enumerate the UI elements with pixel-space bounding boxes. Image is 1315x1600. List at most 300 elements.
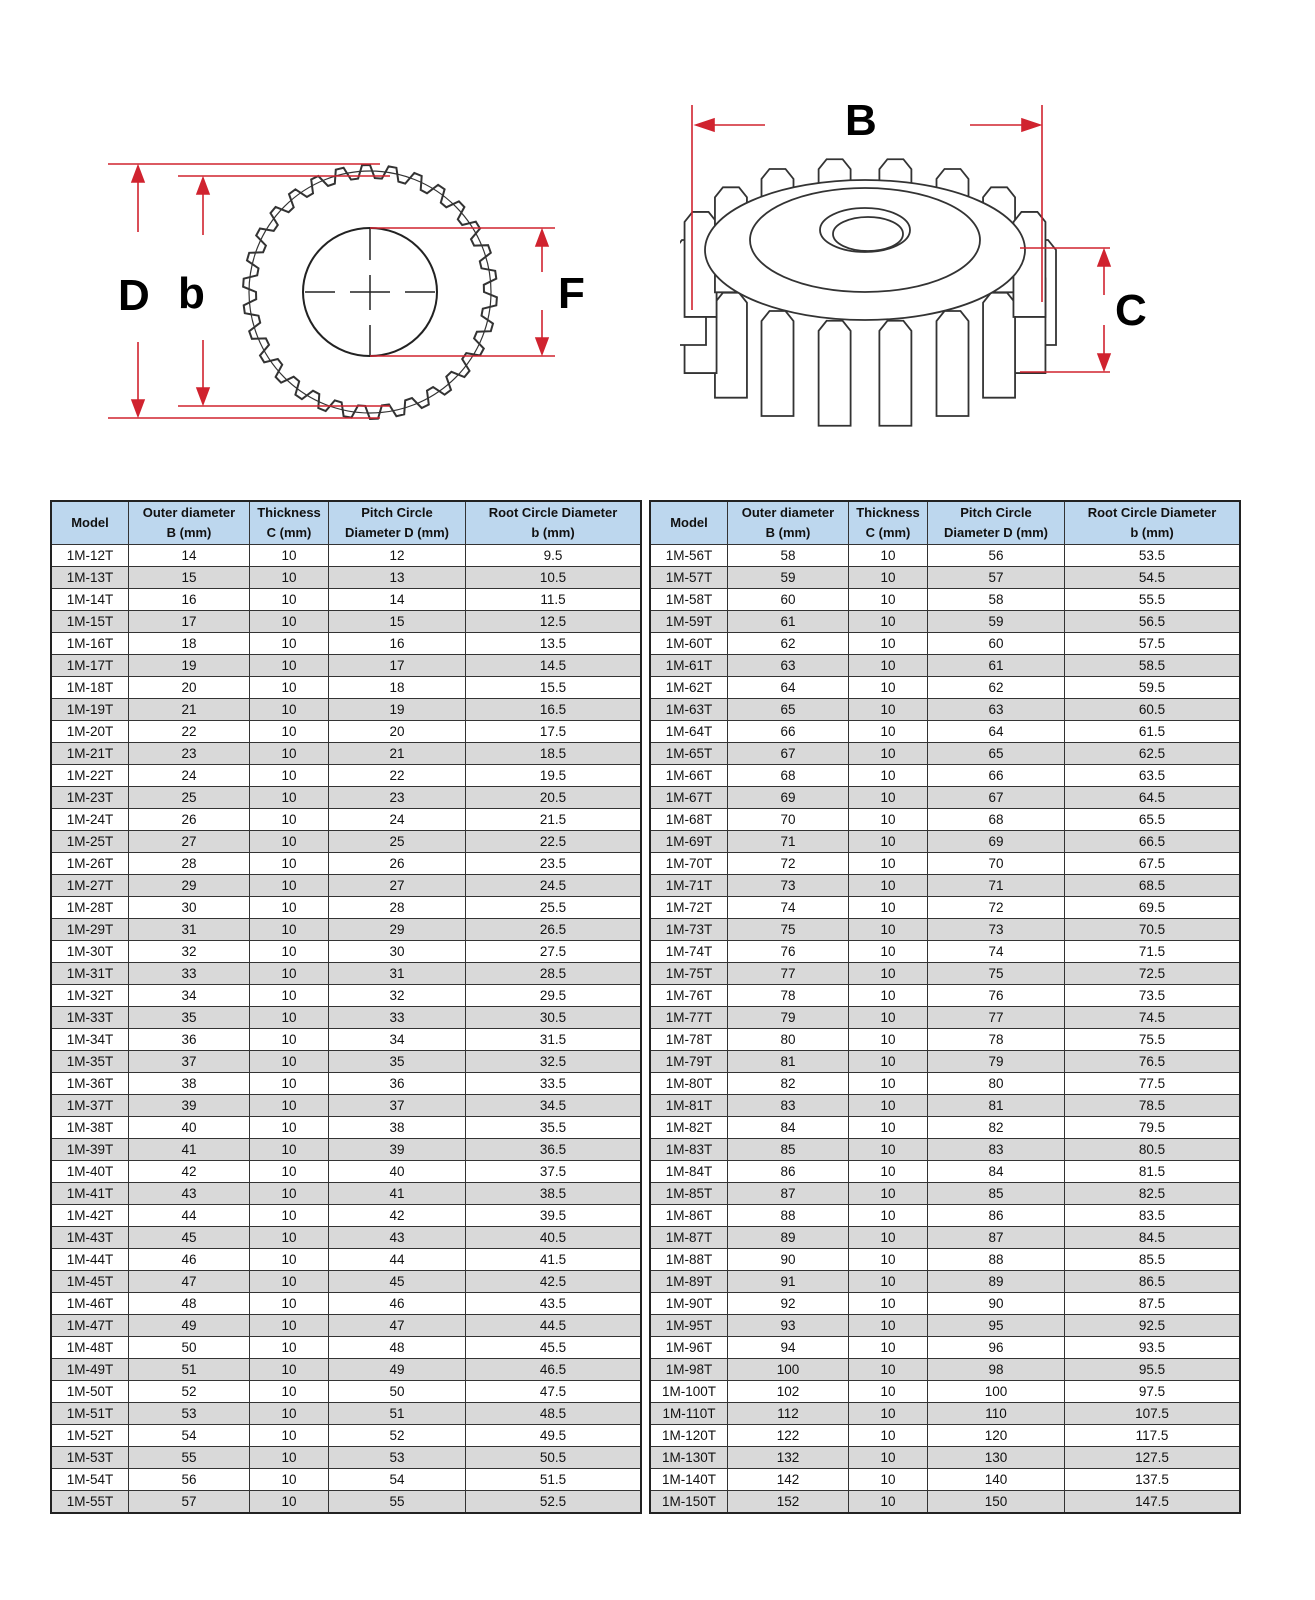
table-row	[51, 1051, 641, 1073]
cell-root-diameter: 137.5	[1065, 1469, 1241, 1491]
table-row	[51, 1161, 641, 1183]
cell-root-diameter: 10.5	[466, 567, 642, 589]
cell-model: 1M-50T	[51, 1381, 129, 1403]
cell-model: 1M-150T	[650, 1491, 728, 1514]
cell-thickness: 10	[250, 1205, 329, 1227]
cell-model: 1M-52T	[51, 1425, 129, 1447]
cell-model: 1M-80T	[650, 1073, 728, 1095]
table-row	[650, 1051, 1240, 1073]
cell-thickness: 10	[250, 1403, 329, 1425]
cell-thickness: 10	[250, 567, 329, 589]
cell-thickness: 10	[849, 677, 928, 699]
table-row	[650, 875, 1240, 897]
cell-pitch-diameter: 46	[329, 1293, 466, 1315]
cell-root-diameter: 19.5	[466, 765, 642, 787]
cell-model: 1M-95T	[650, 1315, 728, 1337]
cell-model: 1M-19T	[51, 699, 129, 721]
cell-thickness: 10	[849, 809, 928, 831]
cell-root-diameter: 27.5	[466, 941, 642, 963]
table-row	[51, 589, 641, 611]
cell-outer-diameter: 21	[129, 699, 250, 721]
cell-pitch-diameter: 39	[329, 1139, 466, 1161]
cell-outer-diameter: 36	[129, 1029, 250, 1051]
table-row	[650, 611, 1240, 633]
table-row	[51, 787, 641, 809]
cell-outer-diameter: 102	[728, 1381, 849, 1403]
table-row	[650, 1117, 1240, 1139]
cell-model: 1M-15T	[51, 611, 129, 633]
cell-thickness: 10	[849, 1051, 928, 1073]
cell-model: 1M-65T	[650, 743, 728, 765]
table-row	[51, 1425, 641, 1447]
cell-outer-diameter: 57	[129, 1491, 250, 1514]
cell-model: 1M-73T	[650, 919, 728, 941]
cell-thickness: 10	[849, 1073, 928, 1095]
cell-outer-diameter: 82	[728, 1073, 849, 1095]
cell-outer-diameter: 42	[129, 1161, 250, 1183]
table-row	[650, 1359, 1240, 1381]
cell-root-diameter: 76.5	[1065, 1051, 1241, 1073]
cell-outer-diameter: 53	[129, 1403, 250, 1425]
cell-root-diameter: 12.5	[466, 611, 642, 633]
cell-pitch-diameter: 79	[928, 1051, 1065, 1073]
table-row	[51, 897, 641, 919]
cell-pitch-diameter: 72	[928, 897, 1065, 919]
cell-outer-diameter: 48	[129, 1293, 250, 1315]
cell-root-diameter: 61.5	[1065, 721, 1241, 743]
cell-root-diameter: 97.5	[1065, 1381, 1241, 1403]
cell-pitch-diameter: 77	[928, 1007, 1065, 1029]
gear-iso-view-diagram	[680, 70, 1280, 450]
cell-pitch-diameter: 67	[928, 787, 1065, 809]
cell-pitch-diameter: 50	[329, 1381, 466, 1403]
cell-thickness: 10	[849, 1227, 928, 1249]
table-row	[650, 1029, 1240, 1051]
cell-thickness: 10	[849, 941, 928, 963]
cell-thickness: 10	[849, 1491, 928, 1514]
table-row	[650, 831, 1240, 853]
cell-thickness: 10	[849, 897, 928, 919]
cell-thickness: 10	[849, 1425, 928, 1447]
cell-outer-diameter: 38	[129, 1073, 250, 1095]
cell-root-diameter: 44.5	[466, 1315, 642, 1337]
cell-pitch-diameter: 130	[928, 1447, 1065, 1469]
cell-pitch-diameter: 54	[329, 1469, 466, 1491]
cell-pitch-diameter: 98	[928, 1359, 1065, 1381]
cell-root-diameter: 35.5	[466, 1117, 642, 1139]
cell-model: 1M-14T	[51, 589, 129, 611]
cell-model: 1M-16T	[51, 633, 129, 655]
cell-pitch-diameter: 84	[928, 1161, 1065, 1183]
cell-outer-diameter: 26	[129, 809, 250, 831]
cell-pitch-diameter: 73	[928, 919, 1065, 941]
cell-root-diameter: 33.5	[466, 1073, 642, 1095]
cell-thickness: 10	[250, 809, 329, 831]
cell-pitch-diameter: 74	[928, 941, 1065, 963]
cell-model: 1M-18T	[51, 677, 129, 699]
cell-thickness: 10	[250, 919, 329, 941]
cell-outer-diameter: 70	[728, 809, 849, 831]
cell-pitch-diameter: 41	[329, 1183, 466, 1205]
cell-model: 1M-37T	[51, 1095, 129, 1117]
cell-thickness: 10	[849, 853, 928, 875]
cell-model: 1M-82T	[650, 1117, 728, 1139]
label-C: C	[1115, 286, 1147, 335]
cell-root-diameter: 13.5	[466, 633, 642, 655]
cell-thickness: 10	[849, 1381, 928, 1403]
cell-pitch-diameter: 35	[329, 1051, 466, 1073]
cell-pitch-diameter: 65	[928, 743, 1065, 765]
cell-pitch-diameter: 90	[928, 1293, 1065, 1315]
cell-pitch-diameter: 33	[329, 1007, 466, 1029]
cell-thickness: 10	[250, 941, 329, 963]
table-body-left	[51, 545, 641, 1514]
cell-thickness: 10	[250, 1447, 329, 1469]
cell-outer-diameter: 46	[129, 1249, 250, 1271]
cell-outer-diameter: 17	[129, 611, 250, 633]
table-row	[51, 1469, 641, 1491]
table-row	[51, 1183, 641, 1205]
cell-root-diameter: 36.5	[466, 1139, 642, 1161]
cell-thickness: 10	[250, 1183, 329, 1205]
cell-root-diameter: 70.5	[1065, 919, 1241, 941]
cell-model: 1M-34T	[51, 1029, 129, 1051]
cell-thickness: 10	[849, 721, 928, 743]
cell-root-diameter: 47.5	[466, 1381, 642, 1403]
cell-root-diameter: 107.5	[1065, 1403, 1241, 1425]
cell-model: 1M-12T	[51, 545, 129, 567]
cell-model: 1M-140T	[650, 1469, 728, 1491]
table-row	[650, 1161, 1240, 1183]
table-row	[650, 743, 1240, 765]
cell-thickness: 10	[849, 1293, 928, 1315]
cell-outer-diameter: 93	[728, 1315, 849, 1337]
cell-root-diameter: 22.5	[466, 831, 642, 853]
cell-outer-diameter: 94	[728, 1337, 849, 1359]
header-thickness: Thickness C (mm)	[250, 501, 329, 545]
cell-root-diameter: 18.5	[466, 743, 642, 765]
table-row	[650, 985, 1240, 1007]
cell-thickness: 10	[849, 655, 928, 677]
table-row	[51, 567, 641, 589]
cell-root-diameter: 34.5	[466, 1095, 642, 1117]
cell-thickness: 10	[250, 1491, 329, 1514]
table-row	[650, 1183, 1240, 1205]
cell-root-diameter: 53.5	[1065, 545, 1241, 567]
table-header-row	[650, 501, 1240, 545]
cell-outer-diameter: 61	[728, 611, 849, 633]
cell-thickness: 10	[849, 1315, 928, 1337]
cell-root-diameter: 32.5	[466, 1051, 642, 1073]
table-row	[650, 721, 1240, 743]
cell-root-diameter: 75.5	[1065, 1029, 1241, 1051]
cell-pitch-diameter: 88	[928, 1249, 1065, 1271]
cell-thickness: 10	[250, 963, 329, 985]
cell-model: 1M-68T	[650, 809, 728, 831]
cell-pitch-diameter: 24	[329, 809, 466, 831]
table-row	[650, 1447, 1240, 1469]
cell-thickness: 10	[250, 1227, 329, 1249]
cell-pitch-diameter: 89	[928, 1271, 1065, 1293]
cell-model: 1M-47T	[51, 1315, 129, 1337]
cell-thickness: 10	[849, 699, 928, 721]
cell-root-diameter: 86.5	[1065, 1271, 1241, 1293]
cell-thickness: 10	[849, 743, 928, 765]
cell-model: 1M-30T	[51, 941, 129, 963]
cell-outer-diameter: 20	[129, 677, 250, 699]
cell-thickness: 10	[849, 875, 928, 897]
cell-root-diameter: 24.5	[466, 875, 642, 897]
cell-outer-diameter: 33	[129, 963, 250, 985]
cell-pitch-diameter: 21	[329, 743, 466, 765]
cell-thickness: 10	[849, 567, 928, 589]
cell-root-diameter: 85.5	[1065, 1249, 1241, 1271]
cell-pitch-diameter: 150	[928, 1491, 1065, 1514]
cell-thickness: 10	[250, 1337, 329, 1359]
cell-root-diameter: 64.5	[1065, 787, 1241, 809]
cell-model: 1M-58T	[650, 589, 728, 611]
table-row	[650, 941, 1240, 963]
cell-pitch-diameter: 14	[329, 589, 466, 611]
table-row	[650, 589, 1240, 611]
cell-outer-diameter: 44	[129, 1205, 250, 1227]
cell-model: 1M-26T	[51, 853, 129, 875]
cell-thickness: 10	[250, 611, 329, 633]
cell-model: 1M-21T	[51, 743, 129, 765]
cell-thickness: 10	[849, 611, 928, 633]
table-row	[51, 985, 641, 1007]
cell-outer-diameter: 142	[728, 1469, 849, 1491]
cell-model: 1M-55T	[51, 1491, 129, 1514]
cell-outer-diameter: 32	[129, 941, 250, 963]
cell-pitch-diameter: 37	[329, 1095, 466, 1117]
cell-model: 1M-22T	[51, 765, 129, 787]
table-row	[51, 1359, 641, 1381]
cell-outer-diameter: 74	[728, 897, 849, 919]
table-row	[51, 1117, 641, 1139]
cell-thickness: 10	[250, 1249, 329, 1271]
cell-root-diameter: 72.5	[1065, 963, 1241, 985]
cell-pitch-diameter: 66	[928, 765, 1065, 787]
table-row	[51, 545, 641, 567]
cell-model: 1M-40T	[51, 1161, 129, 1183]
cell-outer-diameter: 25	[129, 787, 250, 809]
cell-pitch-diameter: 82	[928, 1117, 1065, 1139]
cell-root-diameter: 51.5	[466, 1469, 642, 1491]
dimension-lines	[108, 164, 555, 418]
cell-outer-diameter: 51	[129, 1359, 250, 1381]
table-row	[51, 853, 641, 875]
cell-model: 1M-62T	[650, 677, 728, 699]
cell-thickness: 10	[849, 1403, 928, 1425]
cell-thickness: 10	[250, 545, 329, 567]
cell-root-diameter: 56.5	[1065, 611, 1241, 633]
cell-root-diameter: 71.5	[1065, 941, 1241, 963]
cell-outer-diameter: 80	[728, 1029, 849, 1051]
cell-thickness: 10	[250, 1469, 329, 1491]
cell-thickness: 10	[849, 963, 928, 985]
cell-outer-diameter: 30	[129, 897, 250, 919]
cell-root-diameter: 25.5	[466, 897, 642, 919]
cell-outer-diameter: 76	[728, 941, 849, 963]
cell-model: 1M-86T	[650, 1205, 728, 1227]
gear-front-view-diagram	[60, 120, 620, 460]
cell-pitch-diameter: 38	[329, 1117, 466, 1139]
cell-thickness: 10	[250, 721, 329, 743]
cell-model: 1M-36T	[51, 1073, 129, 1095]
cell-model: 1M-23T	[51, 787, 129, 809]
cell-pitch-diameter: 68	[928, 809, 1065, 831]
cell-root-diameter: 26.5	[466, 919, 642, 941]
cell-root-diameter: 43.5	[466, 1293, 642, 1315]
table-header-row	[51, 501, 641, 545]
table-row	[51, 919, 641, 941]
cell-thickness: 10	[250, 1051, 329, 1073]
table-row	[650, 1073, 1240, 1095]
cell-model: 1M-75T	[650, 963, 728, 985]
cell-root-diameter: 57.5	[1065, 633, 1241, 655]
cell-pitch-diameter: 87	[928, 1227, 1065, 1249]
cell-pitch-diameter: 43	[329, 1227, 466, 1249]
cell-model: 1M-59T	[650, 611, 728, 633]
table-row	[51, 831, 641, 853]
label-B: B	[845, 96, 877, 145]
cell-thickness: 10	[849, 1469, 928, 1491]
cell-root-diameter: 15.5	[466, 677, 642, 699]
cell-model: 1M-45T	[51, 1271, 129, 1293]
cell-model: 1M-28T	[51, 897, 129, 919]
spec-table-right	[649, 500, 1241, 1514]
table-row	[650, 699, 1240, 721]
table-row	[650, 787, 1240, 809]
table-row	[51, 1227, 641, 1249]
label-b: b	[178, 269, 205, 318]
cell-model: 1M-76T	[650, 985, 728, 1007]
cell-root-diameter: 39.5	[466, 1205, 642, 1227]
table-row	[51, 963, 641, 985]
table-row	[51, 1293, 641, 1315]
table-row	[51, 1447, 641, 1469]
cell-outer-diameter: 56	[129, 1469, 250, 1491]
table-row	[51, 633, 641, 655]
cell-thickness: 10	[849, 985, 928, 1007]
cell-thickness: 10	[849, 545, 928, 567]
cell-model: 1M-25T	[51, 831, 129, 853]
table-row	[650, 765, 1240, 787]
cell-pitch-diameter: 51	[329, 1403, 466, 1425]
cell-outer-diameter: 49	[129, 1315, 250, 1337]
cell-model: 1M-51T	[51, 1403, 129, 1425]
cell-thickness: 10	[849, 1183, 928, 1205]
cell-root-diameter: 63.5	[1065, 765, 1241, 787]
cell-outer-diameter: 27	[129, 831, 250, 853]
table-row	[650, 633, 1240, 655]
cell-model: 1M-44T	[51, 1249, 129, 1271]
cell-outer-diameter: 90	[728, 1249, 849, 1271]
cell-thickness: 10	[849, 1095, 928, 1117]
cell-thickness: 10	[250, 1007, 329, 1029]
cell-pitch-diameter: 25	[329, 831, 466, 853]
cell-pitch-diameter: 71	[928, 875, 1065, 897]
cell-model: 1M-42T	[51, 1205, 129, 1227]
cell-root-diameter: 23.5	[466, 853, 642, 875]
cell-outer-diameter: 87	[728, 1183, 849, 1205]
cell-outer-diameter: 35	[129, 1007, 250, 1029]
cell-pitch-diameter: 34	[329, 1029, 466, 1051]
table-row	[650, 919, 1240, 941]
cell-thickness: 10	[250, 1293, 329, 1315]
cell-root-diameter: 80.5	[1065, 1139, 1241, 1161]
cell-outer-diameter: 67	[728, 743, 849, 765]
cell-root-diameter: 37.5	[466, 1161, 642, 1183]
cell-outer-diameter: 81	[728, 1051, 849, 1073]
cell-model: 1M-88T	[650, 1249, 728, 1271]
cell-root-diameter: 127.5	[1065, 1447, 1241, 1469]
cell-thickness: 10	[849, 1359, 928, 1381]
cell-model: 1M-38T	[51, 1117, 129, 1139]
cell-model: 1M-57T	[650, 567, 728, 589]
cell-outer-diameter: 79	[728, 1007, 849, 1029]
cell-root-diameter: 92.5	[1065, 1315, 1241, 1337]
cell-thickness: 10	[250, 1073, 329, 1095]
cell-outer-diameter: 64	[728, 677, 849, 699]
cell-model: 1M-54T	[51, 1469, 129, 1491]
cell-pitch-diameter: 47	[329, 1315, 466, 1337]
cell-pitch-diameter: 17	[329, 655, 466, 677]
cell-model: 1M-78T	[650, 1029, 728, 1051]
cell-model: 1M-79T	[650, 1051, 728, 1073]
cell-outer-diameter: 55	[129, 1447, 250, 1469]
cell-pitch-diameter: 28	[329, 897, 466, 919]
cell-model: 1M-72T	[650, 897, 728, 919]
cell-outer-diameter: 63	[728, 655, 849, 677]
cell-outer-diameter: 132	[728, 1447, 849, 1469]
cell-root-diameter: 45.5	[466, 1337, 642, 1359]
cell-root-diameter: 14.5	[466, 655, 642, 677]
table-row	[51, 1095, 641, 1117]
cell-thickness: 10	[849, 1161, 928, 1183]
table-row	[51, 721, 641, 743]
cell-outer-diameter: 65	[728, 699, 849, 721]
table-row	[650, 1205, 1240, 1227]
cell-pitch-diameter: 52	[329, 1425, 466, 1447]
cell-root-diameter: 147.5	[1065, 1491, 1241, 1514]
cell-root-diameter: 69.5	[1065, 897, 1241, 919]
cell-thickness: 10	[250, 677, 329, 699]
cell-thickness: 10	[250, 1315, 329, 1337]
cell-outer-diameter: 40	[129, 1117, 250, 1139]
cell-model: 1M-29T	[51, 919, 129, 941]
cell-model: 1M-67T	[650, 787, 728, 809]
cell-outer-diameter: 66	[728, 721, 849, 743]
cell-model: 1M-20T	[51, 721, 129, 743]
cell-thickness: 10	[250, 633, 329, 655]
cell-root-diameter: 84.5	[1065, 1227, 1241, 1249]
cell-thickness: 10	[849, 1337, 928, 1359]
cell-outer-diameter: 58	[728, 545, 849, 567]
header-pitch-circle: Pitch Circle Diameter D (mm)	[928, 501, 1065, 545]
cell-pitch-diameter: 100	[928, 1381, 1065, 1403]
cell-thickness: 10	[849, 1139, 928, 1161]
cell-outer-diameter: 15	[129, 567, 250, 589]
cell-thickness: 10	[250, 1161, 329, 1183]
cell-pitch-diameter: 26	[329, 853, 466, 875]
cell-model: 1M-41T	[51, 1183, 129, 1205]
cell-thickness: 10	[250, 787, 329, 809]
table-row	[51, 1029, 641, 1051]
cell-root-diameter: 117.5	[1065, 1425, 1241, 1447]
cell-thickness: 10	[250, 1359, 329, 1381]
